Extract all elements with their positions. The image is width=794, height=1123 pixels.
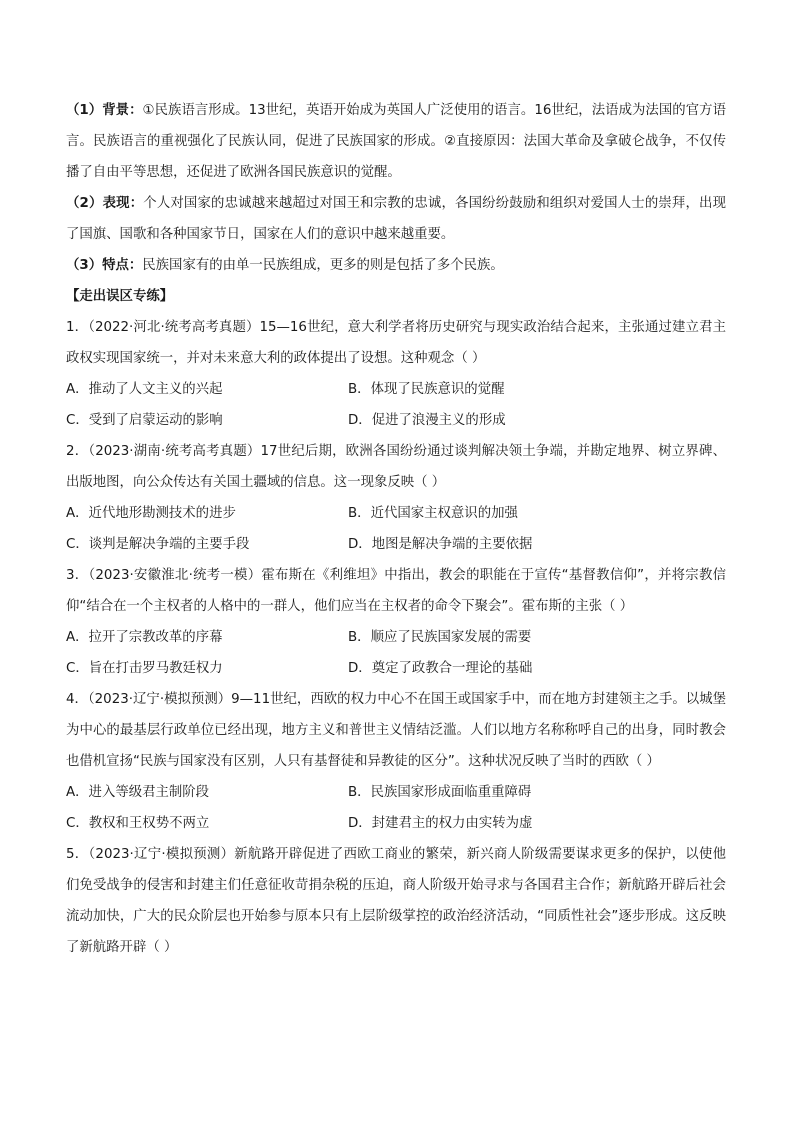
options-row bbox=[66, 405, 726, 436]
question-stem: 2．（2023·湖南·统考高考真题）17世纪后期，欧洲各国纷纷通过谈判解决领土争端，并勘定地界、树立界碑、出版地图，向公众传达有关国土疆域的信息。这一现象反映（ ） bbox=[66, 444, 726, 490]
question-stem: 3．（2023·安徽淮北·统考一模）霍布斯在《利维坦》中指出，教会的职能在于宣传“基督教信仰”，并将宗教信仰“结合在一个主权者的人格中的一群人，他们应当在主权者的命令下聚会”。霍布斯的主张（ ） bbox=[66, 568, 726, 614]
option-a: A．拉开了宗教改革的序幕 bbox=[66, 630, 223, 645]
performance-text: 个人对国家的忠诚越来越超过对国王和宗教的忠诚，各国纷纷鼓励和组织对爱国人士的崇拜，出现了国旗、国歌和各种国家节日，国家在人们的意识中越来越重要。 bbox=[66, 196, 726, 242]
features-paragraph bbox=[66, 250, 726, 281]
options-row bbox=[66, 374, 726, 405]
options-row bbox=[66, 529, 726, 560]
option-b: B．顺应了民族国家发展的需要 bbox=[348, 630, 532, 645]
option-d: D．奠定了政教合一理论的基础 bbox=[348, 661, 533, 676]
question-stem: 4．（2023·辽宁·模拟预测）9—11世纪，西欧的权力中心不在国王或国家手中，而在地方封建领主之手。以城堡为中心的最基层行政单位已经出现，地方主义和普世主义情结泛滥。人们以地方名称称呼自己的出身，同时教会也借机宣扬“民族与国家没有区别，人只有基督徒和异教徒的区分”。这种状况反映了当时的西欧（ ） bbox=[66, 692, 726, 769]
option-a: A．推动了人文主义的兴起 bbox=[66, 382, 223, 397]
background-label: （1）背景： bbox=[66, 103, 143, 118]
options-row bbox=[66, 653, 726, 684]
options-row bbox=[66, 777, 726, 808]
option-b: B．近代国家主权意识的加强 bbox=[348, 506, 518, 521]
document-content bbox=[66, 95, 726, 963]
background-paragraph bbox=[66, 95, 726, 188]
option-a: A．近代地形勘测技术的进步 bbox=[66, 506, 236, 521]
option-a: A．进入等级君主制阶段 bbox=[66, 785, 210, 800]
features-text: 民族国家有的由单一民族组成，更多的则是包括了多个民族。 bbox=[142, 258, 504, 273]
background-text: ①民族语言形成。13世纪，英语开始成为英国人广泛使用的语言。16世纪，法语成为法国的官方语言。民族语言的重视强化了民族认同，促进了民族国家的形成。②直接原因：法国大革命及拿破仑战争，不仅传播了自由平等思想，还促进了欧洲各国民族意识的觉醒。 bbox=[66, 103, 726, 180]
option-c: C．旨在打击罗马教廷权力 bbox=[66, 661, 223, 676]
option-d: D．封建君主的权力由实转为虚 bbox=[348, 816, 533, 831]
options-row bbox=[66, 498, 726, 529]
question-stem: 1．（2022·河北·统考高考真题）15—16世纪，意大利学者将历史研究与现实政治结合起来，主张通过建立君主政权实现国家统一，并对未来意大利的政体提出了设想。这种观念（ ） bbox=[66, 320, 726, 366]
section-title: 【走出误区专练】 bbox=[66, 289, 174, 304]
option-d: D．促进了浪漫主义的形成 bbox=[348, 413, 506, 428]
option-b: B．民族国家形成面临重重障碍 bbox=[348, 785, 532, 800]
performance-label: （2）表现： bbox=[66, 196, 144, 211]
features-label: （3）特点： bbox=[66, 258, 143, 273]
option-c: C．受到了启蒙运动的影响 bbox=[66, 413, 223, 428]
option-c: C．谈判是解决争端的主要手段 bbox=[66, 537, 250, 552]
option-d: D．地图是解决争端的主要依据 bbox=[348, 537, 533, 552]
question-stem: 5．（2023·辽宁·模拟预测）新航路开辟促进了西欧工商业的繁荣，新兴商人阶级需要谋求更多的保护，以使他们免受战争的侵害和封建主们任意征收苛捐杂税的压迫，商人阶级开始寻求与各国君主合作；新航路开辟后社会流动加快，广大的民众阶层也开始参与原本只有上层阶级掌控的政治经济活动，“同质性社会”逐步形成。这反映了新航路开辟（ ） bbox=[66, 847, 726, 955]
option-c: C．教权和王权势不两立 bbox=[66, 816, 210, 831]
option-b: B．体现了民族意识的觉醒 bbox=[348, 382, 505, 397]
options-row bbox=[66, 808, 726, 839]
performance-paragraph bbox=[66, 188, 726, 250]
options-row bbox=[66, 622, 726, 653]
